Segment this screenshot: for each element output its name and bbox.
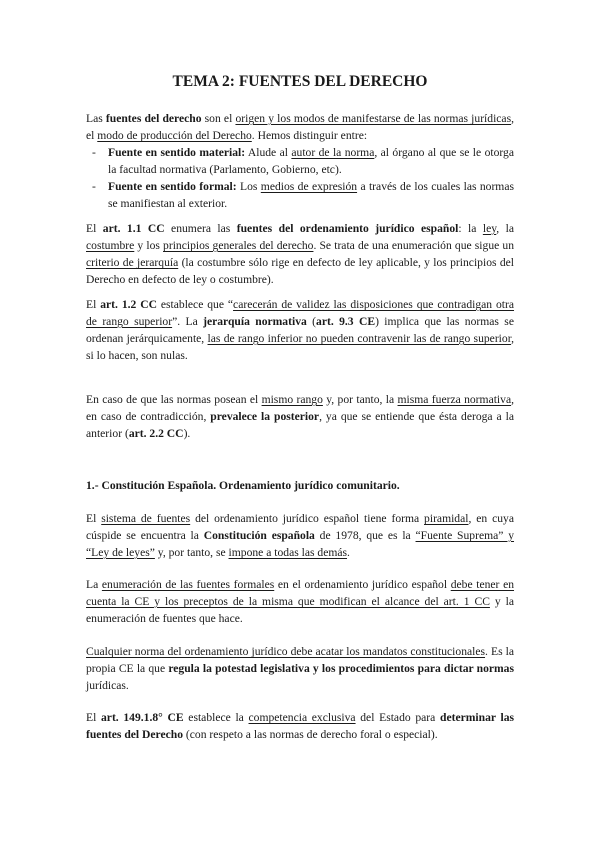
underlined-text: “Fuente Suprema” y “Ley de leyes” (86, 529, 515, 559)
text-run: y la enumeración de fuentes que hace. (86, 595, 514, 625)
text-run: , la (496, 222, 514, 235)
underlined-text: criterio de jerarquía (86, 256, 179, 269)
text-run: jurídicas. (86, 679, 129, 692)
underlined-text: debe tener en cuenta la CE y los preceptos de la misma que modifican el alcance del art. 1 CC (86, 578, 515, 608)
text-run: El (86, 512, 102, 525)
text-run: . Es la propia CE la que (86, 645, 515, 675)
underlined-text: misma fuerza normativa (397, 393, 512, 406)
paragraph-art-2-2 (86, 391, 514, 442)
text-run: del Estado para (355, 711, 440, 724)
underlined-text: costumbre (86, 239, 135, 252)
text-run: (la costumbre sólo rige en defecto de ley aplicable, y los principios del Derecho en defecto de ley o costumbre). (86, 256, 514, 286)
underlined-text: modo de producción del Derecho (97, 129, 252, 142)
text-run: En caso de que las normas posean el (86, 393, 262, 406)
paragraph-art-149 (86, 709, 514, 743)
bold-text: 1.- Constitución Española. Ordenamiento jurídico comunitario. (86, 479, 400, 492)
bold-text: art. 9.3 CE (316, 315, 376, 328)
text-run: y, por tanto, la (322, 393, 398, 406)
text-run: en el ordenamiento jurídico español (274, 578, 451, 591)
text-run: de 1978, que es la (314, 529, 416, 542)
text-run: (con respeto a las normas de derecho foral o especial). (183, 728, 438, 741)
bold-text: Fuente en sentido formal: (108, 180, 237, 193)
bold-text: regula la potestad legislativa y los procedimientos para dictar normas (168, 662, 514, 675)
underlined-text: autor de la norma (291, 146, 375, 159)
paragraph-mandatos (86, 643, 514, 694)
underlined-text: origen y los modos de manifestarse de las normas jurídicas (235, 112, 512, 125)
underlined-text: ley (482, 222, 497, 235)
text-run: , al órgano al que se le otorga la facultad normativa (Parlamento, Gobierno, etc). (108, 146, 514, 176)
bold-text: art. 149.1.8° CE (101, 711, 184, 724)
bold-text: determinar las fuentes del Derecho (86, 711, 515, 741)
paragraph-art-1-1 (86, 220, 514, 288)
bullet-formal (92, 178, 514, 212)
underlined-text: principios generales del derecho (163, 239, 314, 252)
underlined-text: carecerán de validez las disposiciones que contradigan otra de rango superior (86, 298, 515, 328)
text-run: , en cuya cúspide se encuentra la (86, 512, 514, 542)
text-run: , el (86, 112, 515, 142)
bold-text: fuentes del ordenamiento jurídico español (236, 222, 459, 235)
paragraph-enumeracion (86, 576, 514, 627)
text-run: ) implica que las normas se ordenan jerárquicamente, (86, 315, 514, 345)
bold-text: prevalece la posterior (210, 410, 320, 423)
bold-text: fuentes del derecho (105, 112, 202, 125)
underlined-text: las de rango inferior no pueden contravenir las de rango superior (207, 332, 512, 345)
text-run: ). (183, 427, 191, 440)
text-run: . Hemos distinguir entre: (251, 129, 368, 142)
text-run: establece que “ (156, 298, 234, 311)
text-run: El (86, 298, 101, 311)
underlined-text: Cualquier norma del ordenamiento jurídico debe acatar los mandatos constitucionales (86, 645, 486, 658)
bullet-dash: - (92, 146, 96, 159)
text-run: , en caso de contradicción, (86, 393, 515, 423)
text-run: El (86, 222, 103, 235)
bold-text: jerarquía normativa (203, 315, 307, 328)
text-run: ”. La (172, 315, 204, 328)
underlined-text: medios de expresión (260, 180, 358, 193)
bold-text: Fuente en sentido material: (108, 146, 246, 159)
paragraph-intro (86, 110, 514, 144)
text-run: establece la (183, 711, 249, 724)
bullet-material (92, 144, 514, 178)
text-run: ( (306, 315, 317, 328)
bold-text: art. 1.1 CC (102, 222, 165, 235)
text-run: : la (458, 222, 483, 235)
text-run: El (86, 711, 101, 724)
text-run: Las (86, 112, 106, 125)
text-run: , si lo hacen, son nulas. (86, 332, 514, 362)
underlined-text: enumeración de las fuentes formales (101, 578, 275, 591)
bold-text: art. 2.2 CC (128, 427, 184, 440)
text-run: del ordenamiento jurídico español tiene forma (190, 512, 425, 525)
underlined-text: sistema de fuentes (101, 512, 191, 525)
text-run: Los (236, 180, 261, 193)
bold-text: art. 1.2 CC (100, 298, 157, 311)
text-run: Alude al (245, 146, 292, 159)
underlined-text: mismo rango (261, 393, 323, 406)
section-heading (86, 477, 514, 494)
text-run: . (347, 546, 350, 559)
bullet-dash: - (92, 180, 96, 193)
underlined-text: impone a todas las demás (228, 546, 348, 559)
text-run: enumera las (164, 222, 237, 235)
paragraph-art-1-2 (86, 296, 514, 364)
text-run: . Se trata de una enumeración que sigue un (313, 239, 514, 252)
text-run: La (86, 578, 102, 591)
underlined-text: piramidal (424, 512, 469, 525)
page-title: TEMA 2: FUENTES DEL DERECHO (172, 73, 428, 90)
paragraph-sistema-fuentes (86, 510, 514, 561)
text-run: y, por tanto, se (154, 546, 229, 559)
bold-text: Constitución española (203, 529, 315, 542)
text-run: son el (201, 112, 236, 125)
text-run: a través de los cuales las normas se manifiestan al exterior. (108, 180, 514, 210)
underlined-text: competencia exclusiva (248, 711, 356, 724)
text-run: , ya que se entiende que ésta deroga a la anterior ( (86, 410, 514, 440)
text-run: y los (134, 239, 164, 252)
